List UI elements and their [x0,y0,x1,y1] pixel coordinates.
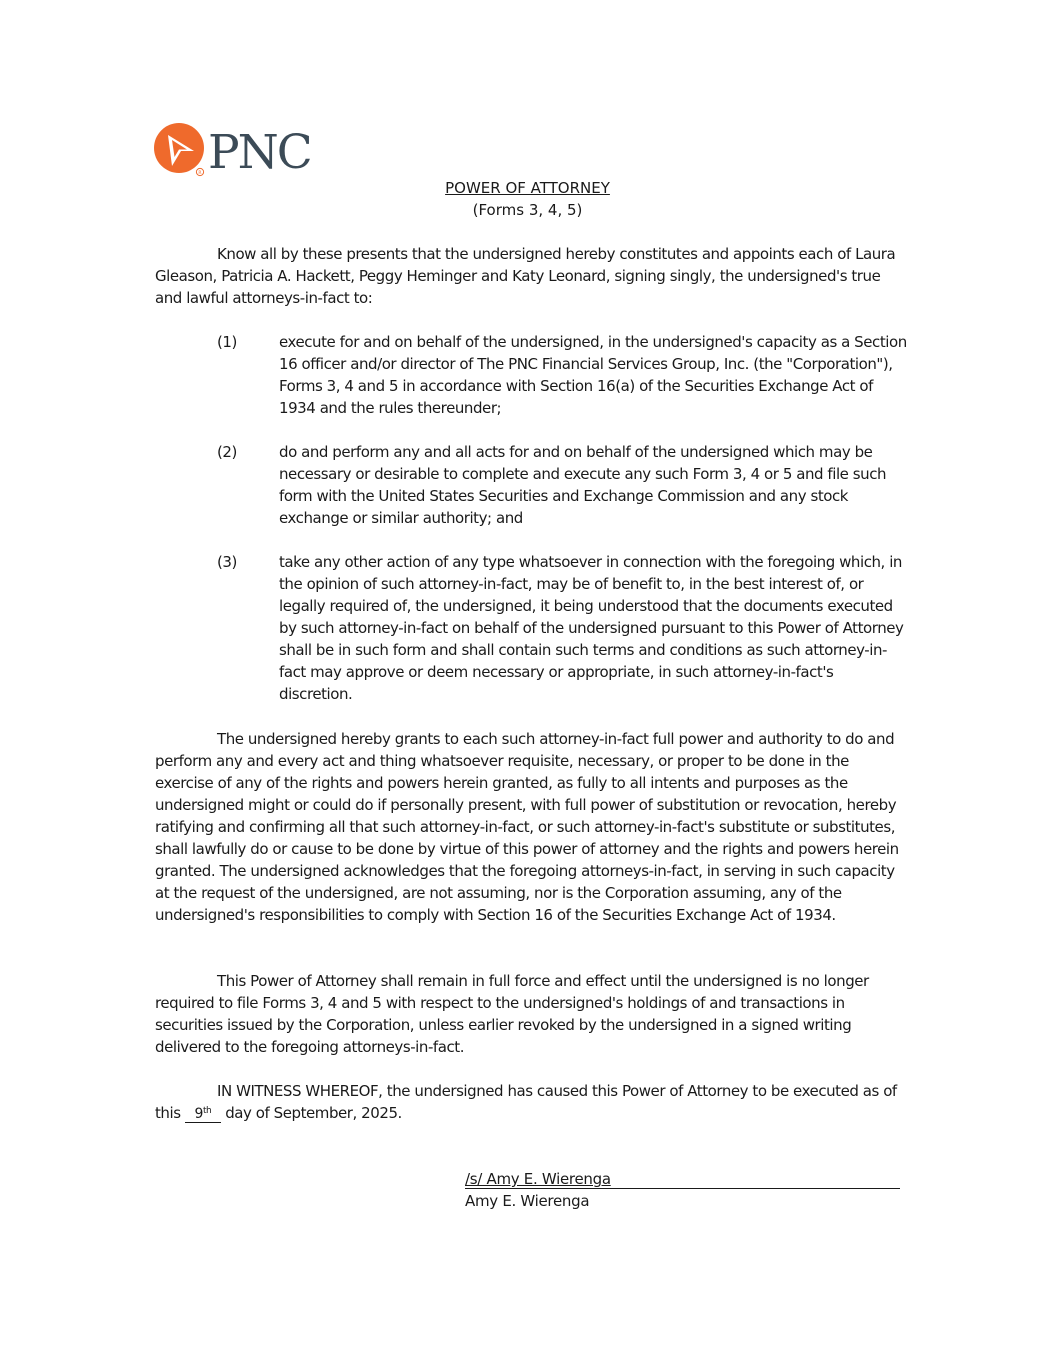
list-item-number: (3) [217,553,237,571]
duration-paragraph: This Power of Attorney shall remain in full force and effect until the undersigned is no longer required to file Forms 3, 4 and 5 with respect to the undersigned's holdings of and transactions in securities issued by the Corporation, unless earlier revoked by the undersigned in a signed writing delivered to the foregoing attorneys-in-fact. [155,972,869,1056]
list-item-text: take any other action of any type whatsoever in connection with the foregoing which, in the opinion of such attorney-in-fact, may be of benefit to, in the best interest of, or legally required of, the undersigned, it being understood that the documents executed by such attorney-in-fact on behalf of the undersigned pursuant to this Power of Attorney shall be in such form and shall contain such terms and conditions as such attorney-in-fact may approve or deem necessary or appropriate, in such attorney-in-fact's discretion. [279,553,904,703]
pnc-logo [154,123,326,177]
document-title: POWER OF ATTORNEY [445,179,610,197]
signature-line [465,1168,900,1189]
witness-date-text: day of September, 2025. [225,1104,402,1122]
list-item-number: (2) [217,443,237,461]
signer-name: Amy E. Wierenga [465,1192,590,1210]
list-item-text: execute for and on behalf of the undersigned, in the undersigned's capacity as a Section 16 officer and/or director of The PNC Financial Services Group, Inc. (the "Corporation"), Forms 3, 4 and 5 in accordance with Section 16(a) of the Securities Exchange Act of 1934 and the rules thereunder; [279,333,907,417]
witness-paragraph [155,1080,905,1124]
svg-text:R: R [198,170,202,176]
grant-paragraph: The undersigned hereby grants to each such attorney-in-fact full power and authority to do and perform any and every act and thing whatsoever requisite, necessary, or proper to be done in the exercise of any of the rights and powers herein granted, as fully to all intents and purposes as the undersigned might or could do if personally present, with full power of substitution or revocation, hereby ratifying and confirming all that such attorney-in-fact, or such attorney-in-fact's substitute or substitutes, shall lawfully do or cause to be done by virtue of this power of attorney and the rights and powers herein granted. The undersigned acknowledges that the foregoing attorneys-in-fact, in serving in such capacity at the request of the undersigned, are not assuming, nor is the Corporation assuming, any of the undersigned's responsibilities to comply with Section 16 of the Securities Exchange Act of 1934. [155,730,899,924]
signature: /s/ Amy E. Wierenga [465,1170,611,1188]
pnc-logo-wordmark: PNC [208,125,311,177]
witness-text: IN WITNESS WHEREOF, the undersigned has caused this Power of Attorney to be executed as of this [155,1082,897,1122]
day-blank: 9th [185,1106,221,1123]
document-subtitle: (Forms 3, 4, 5) [472,201,583,219]
intro-paragraph: Know all by these presents that the undersigned hereby constitutes and appoints each of Laura Gleason, Patricia A. Hackett, Peggy Heminger and Katy Leonard, signing singly, the undersigned's true and lawful attorneys-in-fact to: [155,245,896,307]
list-item-text: do and perform any and all acts for and on behalf of the undersigned which may be necessary or desirable to complete and execute any such Form 3, 4 or 5 and file such form with the United States Securities and Exchange Commission and any stock exchange or similar authority; and [279,443,887,527]
list-item-number: (1) [217,333,237,351]
